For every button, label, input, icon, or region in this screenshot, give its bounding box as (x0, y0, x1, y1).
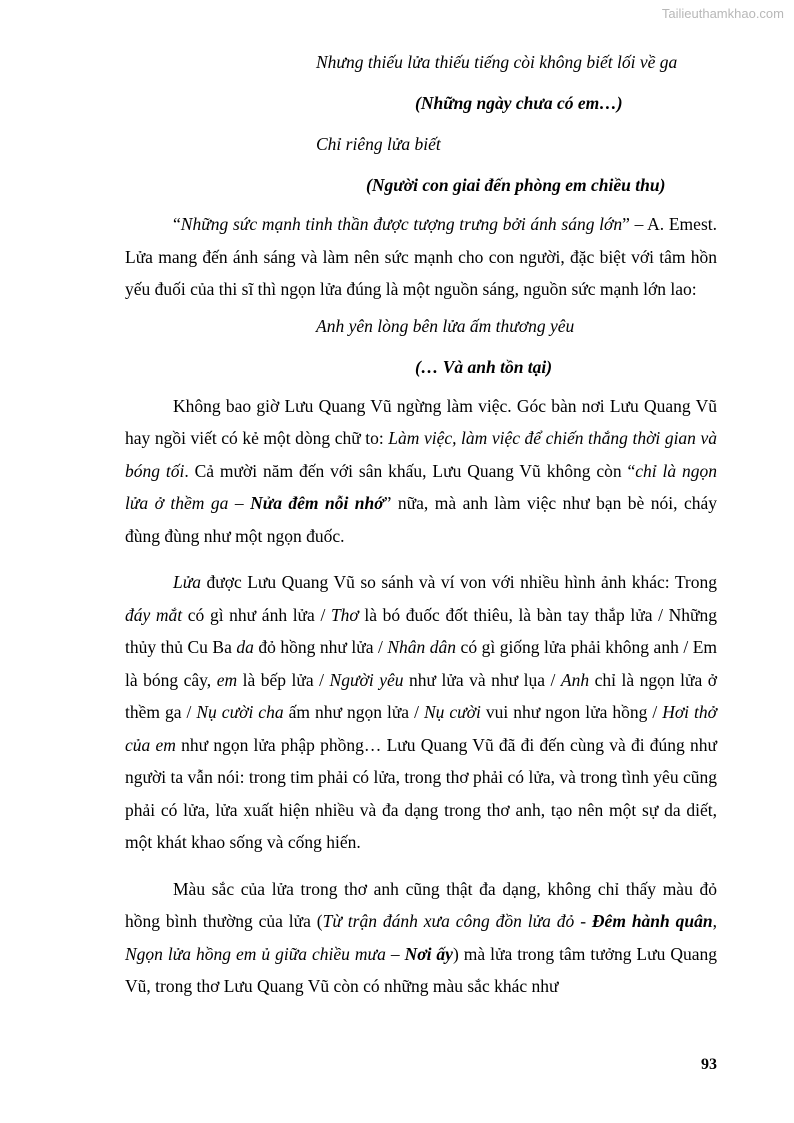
italic-run: Từ trận đánh xưa công đồn lửa đỏ (322, 911, 575, 931)
verse-line: Nhưng thiếu lửa thiếu tiếng còi không biết lối về ga (316, 52, 678, 72)
motto-text: Làm việc, làm việc để chiến thắng thời gian và bóng tối (125, 428, 717, 481)
quote-text: chỉ là ngọn lửa ở thềm ga – (125, 460, 717, 513)
italic-run: Anh (560, 669, 590, 690)
paragraph-text: có gì như ánh lửa / (182, 604, 331, 625)
paragraph-text: , (712, 911, 718, 931)
verse-source: (Người con giai đến phòng em chiều thu) (366, 175, 666, 195)
italic-run: em (216, 669, 238, 690)
italic-run: Ngọn lửa hồng em ủ giữa chiều mưa (125, 943, 386, 964)
italic-run: đáy mắt (125, 604, 183, 625)
paragraph (125, 873, 717, 1003)
paragraph (125, 390, 717, 553)
italic-run: Người yêu (329, 669, 404, 690)
page-number: 93 (701, 1056, 717, 1073)
paragraph-text: vui như ngon lửa hồng / (480, 702, 663, 722)
paragraph-text: chỉ là ngọn lửa ở thềm ga / (125, 669, 718, 722)
italic-run: da (236, 637, 254, 657)
paragraph-text: – A. Emest. Lửa mang đến ánh sáng và làm nên sức mạnh cho con người, đặc biệt với tâm hồn yếu đuối của thi sĩ thì ngọn lửa đúng là một nguồn sáng, nguồn sức mạnh lớn lao: (125, 214, 717, 299)
paragraph-text: ” nữa, mà anh làm việc như bạn bè nói, cháy đùng đùng như một ngọn đuốc. (125, 493, 718, 546)
watermark: Tailieuthamkhao.com (661, 6, 784, 21)
page-body (125, 50, 717, 1003)
verse-source: (Những ngày chưa có em…) (415, 93, 623, 113)
italic-run: Thơ (330, 604, 359, 625)
paragraph (125, 566, 717, 859)
italic-run: Nụ cười (423, 702, 481, 722)
verse-line: Chỉ riêng lửa biết (316, 134, 441, 154)
work-title: Nơi ấy (404, 943, 453, 964)
paragraph-text: như ngọn lửa phập phồng… Lưu Quang Vũ đã đi đến cùng và đi đúng như người ta vẫn nói: trong tim phải có lửa, trong thơ phải có lửa, và trong tình yêu cũng phải có lửa, lửa xuất hiện nhiều và đa dạng trong thơ anh, tạo nên một sự da diết, một khát khao sống và cống hiến. (125, 734, 717, 852)
paragraph-text: . Cả mười năm đến với sân khấu, Lưu Quang Vũ không còn “ (184, 460, 636, 481)
italic-run: Nhân dân (387, 637, 457, 657)
quote-text: Những sức mạnh tinh thần được tượng trưng bởi ánh sáng lớn (180, 214, 623, 234)
paragraph-text: đỏ hồng như lửa / (253, 637, 388, 657)
paragraph-text: như lửa và như lụa / (403, 669, 561, 690)
paragraph-text: Không bao giờ Lưu Quang Vũ ngừng làm việc. Góc bàn nơi Lưu Quang Vũ hay ngồi viết có kẻ một dòng chữ to: (125, 395, 717, 448)
paragraph-text: có gì giống lửa phải không anh / Em là bóng cây, (125, 637, 717, 690)
paragraph-text: là bó đuốc đốt thiêu, là bàn tay thắp lửa / Những thủy thủ Cu Ba (125, 604, 717, 657)
paragraph-text: được Lưu Quang Vũ so sánh và ví von với nhiều hình ảnh khác: Trong (201, 572, 717, 592)
work-title: Nửa đêm nỗi nhớ (250, 493, 384, 513)
italic-run: Hơi thở của em (125, 702, 717, 755)
italic-run: Nụ cười cha (196, 702, 284, 722)
paragraph: “Những sức mạnh tinh thần được tượng trưng bởi ánh sáng lớn” – A. Emest. Lửa mang đến ánh sáng và làm nên sức mạnh cho con người, đặc biệt với tâm hồn yếu đuối của thi sĩ thì ngọn lửa đúng là một nguồn sáng, nguồn sức mạnh lớn lao: (125, 214, 717, 299)
paragraph-text: – (385, 943, 405, 964)
verse-source: (… Và anh tồn tại) (415, 356, 553, 377)
verse-line: Anh yên lòng bên lửa ấm thương yêu (316, 315, 575, 336)
paragraph-text: - (574, 911, 592, 931)
work-title: Đêm hành quân (591, 911, 713, 931)
paragraph-text: ) mà lửa trong tâm tưởng Lưu Quang Vũ, trong thơ Lưu Quang Vũ còn có những màu sắc khác như (125, 943, 717, 996)
paragraph-text: Màu sắc của lửa trong thơ anh cũng thật đa dạng, không chỉ thấy màu đỏ hồng bình thường của lửa ( (125, 878, 717, 931)
paragraph-text: là bếp lửa / (237, 669, 330, 690)
italic-run: Lửa (173, 572, 202, 592)
paragraph-text: ấm như ngọn lửa / (283, 702, 424, 722)
